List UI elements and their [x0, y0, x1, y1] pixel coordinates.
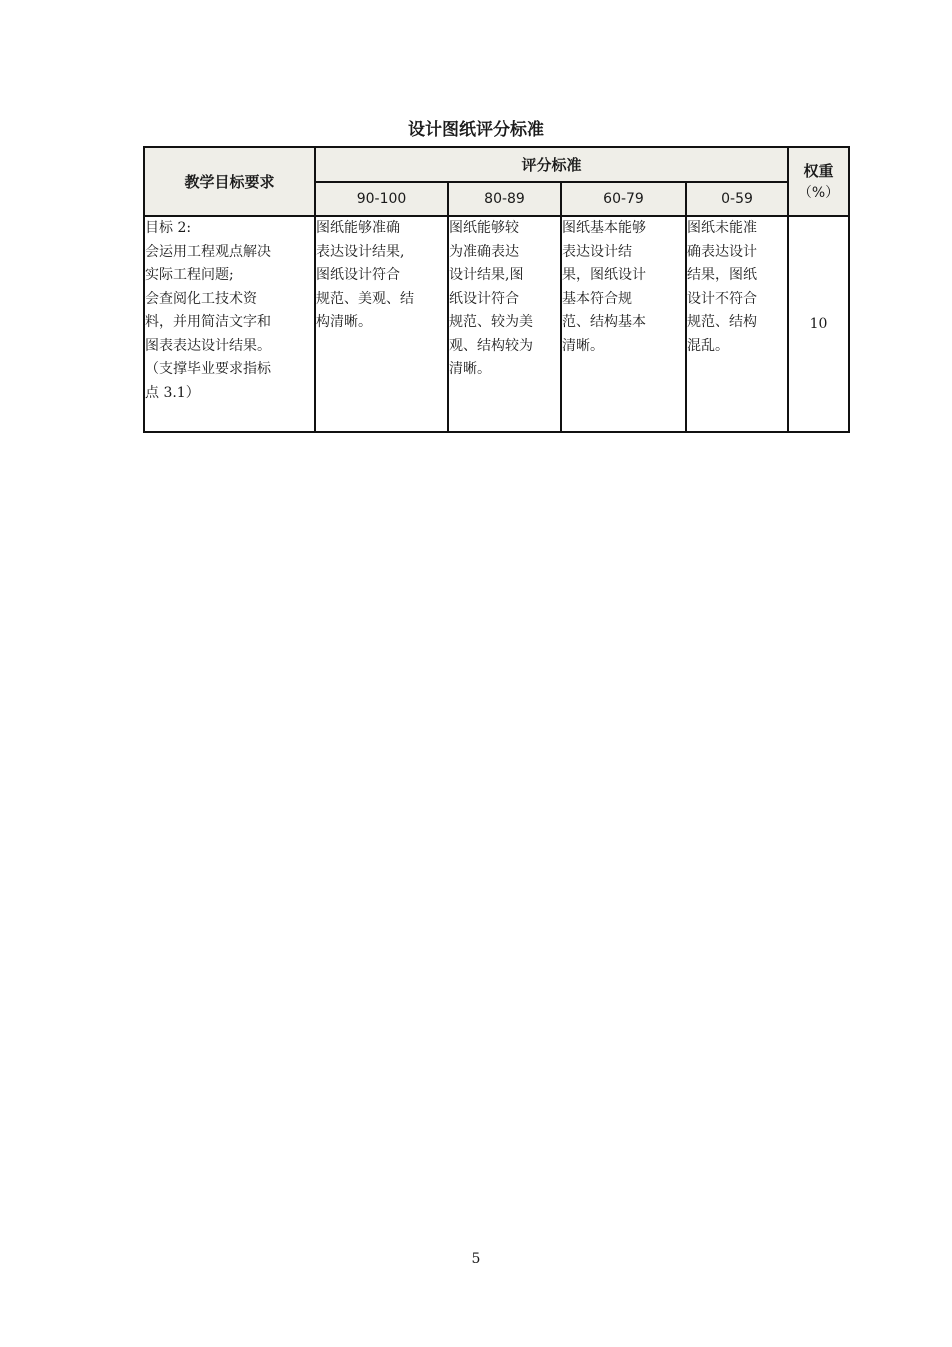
- criteria-cell-0-59: [686, 216, 788, 432]
- criteria-line: 基本符合规: [562, 290, 632, 307]
- criteria-line: 规范、较为美: [449, 314, 533, 330]
- criteria-line: 结果，图纸: [687, 267, 757, 283]
- table-title: 设计图纸评分标准: [408, 120, 544, 140]
- page-number: 5: [471, 1251, 481, 1267]
- criteria-line: 图纸能够较: [449, 220, 519, 236]
- criteria-line: 清晰。: [562, 337, 604, 354]
- goal-line: 会运用工程观点解决: [145, 243, 271, 260]
- scoring-table: [143, 146, 850, 433]
- criteria-line: 设计结果,图: [449, 267, 524, 283]
- goal-line: 会查阅化工技术资: [145, 290, 257, 307]
- header-weight-line2: （%）: [797, 184, 840, 201]
- goal-line: 图表表达设计结果。: [145, 337, 271, 354]
- criteria-line: 混乱。: [687, 337, 729, 354]
- criteria-line: 规范、美观、结: [316, 290, 414, 307]
- criteria-line: 范、结构基本: [562, 314, 646, 330]
- goal-line: 料，并用简洁文字和: [145, 314, 271, 330]
- range-0-59: 0-59: [686, 182, 788, 216]
- header-goal: 教学目标要求: [144, 147, 315, 216]
- goal-cell: [144, 216, 315, 432]
- criteria-line: 构清晰。: [316, 314, 372, 330]
- criteria-line: 规范、结构: [687, 314, 757, 330]
- criteria-cell-60-79: [561, 216, 686, 432]
- criteria-line: 确表达设计: [687, 243, 757, 260]
- goal-line: （支撑毕业要求指标: [145, 361, 271, 377]
- goal-line: 点 3.1）: [145, 384, 200, 401]
- range-90-100: 90-100: [315, 182, 448, 216]
- criteria-line: 表达设计结果,: [316, 243, 405, 260]
- criteria-cell-80-89: [448, 216, 561, 432]
- criteria-line: 为准确表达: [449, 243, 519, 260]
- range-60-79: 60-79: [561, 182, 686, 216]
- criteria-line: 图纸能够准确: [316, 220, 400, 236]
- criteria-line: 表达设计结: [562, 243, 632, 260]
- criteria-line: 观、结构较为: [449, 337, 533, 354]
- header-weight: [788, 147, 849, 216]
- criteria-line: 图纸设计符合: [316, 267, 400, 283]
- criteria-line: 果，图纸设计: [562, 267, 646, 283]
- header-weight-line1: 权重: [803, 161, 834, 180]
- weight-value: 10: [788, 216, 849, 432]
- header-criteria: 评分标准: [315, 147, 788, 182]
- goal-line: 目标 2:: [145, 220, 192, 236]
- criteria-line: 设计不符合: [687, 290, 757, 307]
- criteria-line: 图纸未能准: [687, 220, 757, 236]
- criteria-line: 纸设计符合: [449, 290, 519, 307]
- range-80-89: 80-89: [448, 182, 561, 216]
- criteria-line: 图纸基本能够: [562, 220, 646, 236]
- criteria-line: 清晰。: [449, 361, 491, 377]
- criteria-cell-90-100: [315, 216, 448, 432]
- goal-line: 实际工程问题;: [145, 267, 234, 283]
